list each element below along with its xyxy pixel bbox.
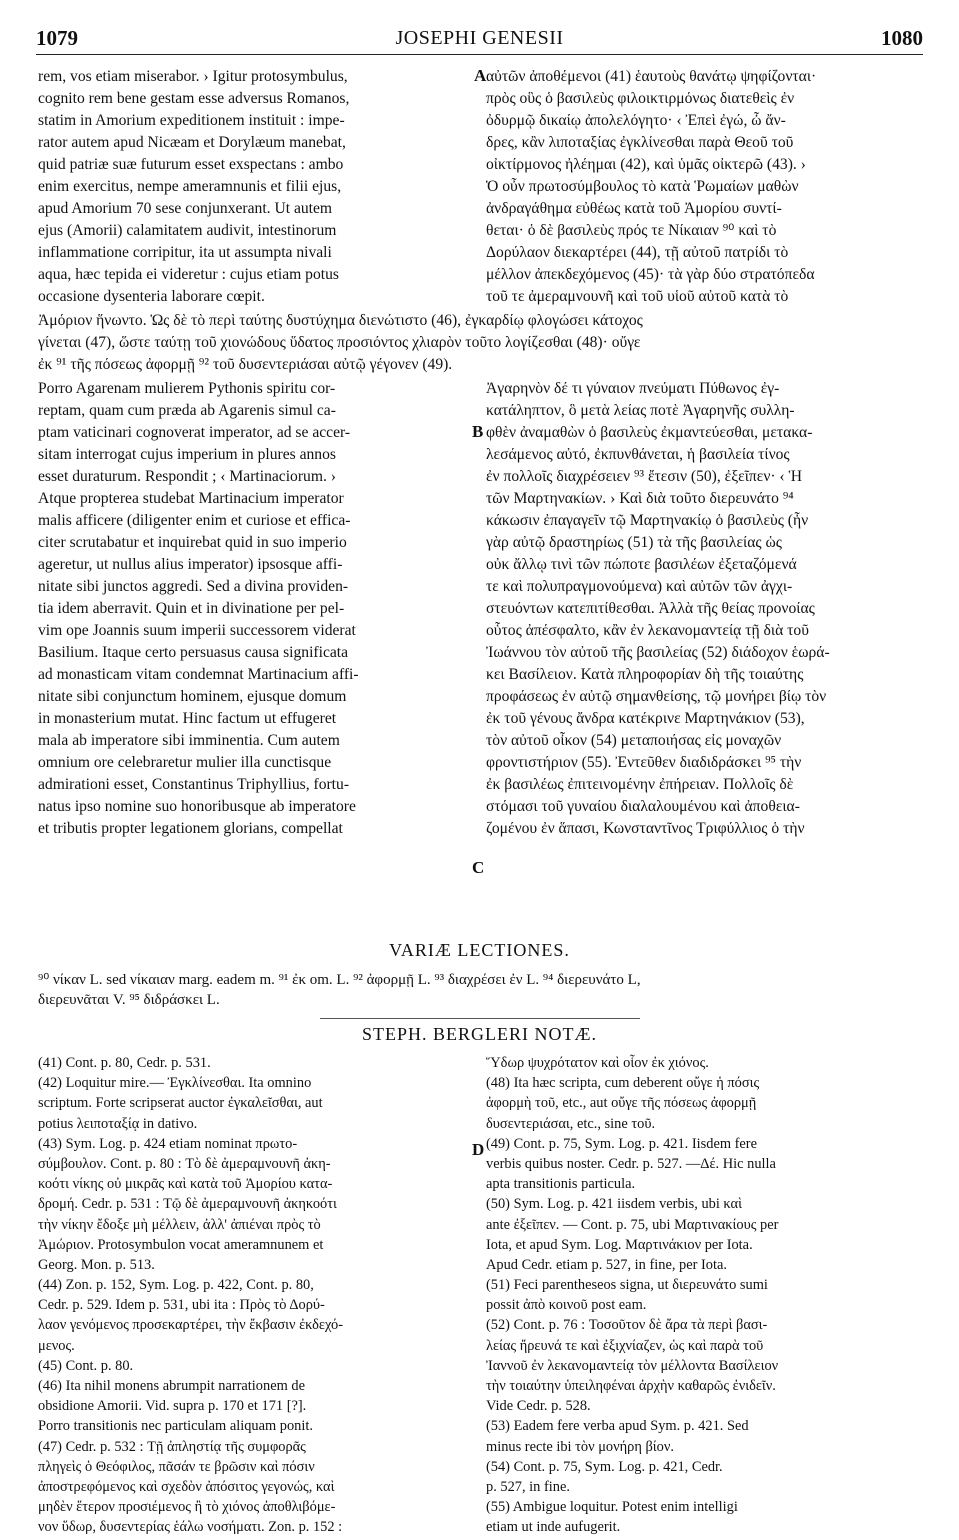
text-line: θεται· ὁ δὲ βασιλεὺς πρός τε Νίκαιαν ⁹⁰ καὶ τὸ: [486, 222, 777, 239]
text-line: mala ab imperatore sibi imminentia. Cum autem: [38, 732, 340, 749]
greek-column-top: [486, 66, 924, 308]
text-line: στόμασι τοῦ γυναίου διαλαλουμένου καὶ ἀποθεια-: [486, 798, 800, 815]
text-line: etiam ut inde aufugerit.: [486, 1519, 621, 1536]
text-line: inflammatione corripitur, ita ut assumpta nivali: [38, 244, 332, 261]
text-line: ante ἐξεῖπεν. — Cont. p. 75, ubi Μαρτινακίους per: [486, 1216, 779, 1233]
text-line: Vide Cedr. p. 528.: [486, 1398, 591, 1415]
section-marker-a: A: [474, 66, 487, 85]
text-line: (43) Sym. Log. p. 424 etiam nominat πρωτο-: [38, 1135, 298, 1152]
text-line: τε καὶ πολυπραγμονούμενα) καὶ αὐτῶν τῶν ἀγχι-: [486, 578, 793, 595]
text-line: omnium ore celebraretur mulier illa cunctisque: [38, 754, 332, 771]
variae-lectiones-heading: VARIÆ LECTIONES.: [389, 940, 570, 960]
text-line: Ὁ οὖν πρωτοσύμβουλος τὸ κατὰ Ῥωμαίων μαθὼν: [486, 178, 799, 195]
text-line: μηδὲν ἕτερον προσιέμενος ἢ τὸ χιόνος ἀποθλιβόμε-: [38, 1499, 336, 1516]
text-line: (41) Cont. p. 80, Cedr. p. 531.: [38, 1055, 211, 1071]
text-line: διερευνᾶται V. ⁹⁵ διδράσκει L.: [38, 992, 220, 1008]
text-line: nitate sibi conjunctum hominem, ejusque domum: [38, 688, 347, 705]
text-line: δρομή. Cedr. p. 531 : Τῷ δὲ ἀμεραμνουνῆ ἀκηκοότι: [38, 1196, 337, 1213]
text-line: Porro Agarenam mulierem Pythonis spiritu cor-: [38, 380, 336, 397]
text-line: (49) Cont. p. 75, Sym. Log. p. 421. Iisdem fere: [486, 1135, 757, 1152]
text-line: ἐκ βασιλέως ἐπιτεινομένην ἐπήρειαν. Πολλοῖς δὲ: [486, 776, 794, 793]
text-line: Basilium. Itaque certo persuasus causa significata: [38, 644, 349, 661]
text-line: ⁹⁰ νίκαν L. sed νίκαιαν marg. eadem m. ⁹¹ ἐκ om. L. ⁹² ἀφορμῇ L. ⁹³ διαχρέσει ἐν L. ⁹⁴ διερευνάτο L,: [38, 972, 641, 988]
bergleri-notae-heading: STEPH. BERGLERI NOTÆ.: [361, 1024, 597, 1044]
text-line: obsidione Amorii. Vid. supra p. 170 et 171 [?].: [38, 1398, 307, 1415]
text-line: p. 527, in fine.: [486, 1478, 570, 1495]
text-line: aqua, hæc tepida ei videretur : cujus etiam potus: [38, 266, 339, 283]
text-line: esset duraturum. Respondit ; ‹ Martinaciorum. ›: [38, 468, 336, 485]
text-line: δυσεντεριάσαι, etc., sine τοῦ.: [486, 1115, 656, 1132]
variae-lectiones-list: [38, 970, 924, 1010]
text-line: (46) Ita nihil monens abrumpit narrationem de: [38, 1378, 305, 1394]
text-line: (52) Cont. p. 76 : Τοσοῦτον δὲ ἄρα τὰ περὶ βασι-: [486, 1317, 768, 1334]
text-line: natus ipso nomine suo honoribusque ab imperatore: [38, 798, 356, 815]
text-line: μέλλον ἀπεκδεχόμενος (45)· τὰ γὰρ δύο στρατόπεδα: [486, 266, 815, 283]
text-line: Ὕδωρ ψυχρότατον καὶ οἷον ἐκ χιόνος.: [486, 1055, 709, 1071]
text-line: (55) Ambigue loquitur. Potest enim intelligi: [486, 1499, 738, 1516]
text-line: Ἀγαρηνὸν δέ τι γύναιον πνεύματι Πύθωνος ἐγ-: [486, 380, 780, 397]
text-line: ἀποστρεφόμενος καὶ σχεδὸν ἀπόσιτος γεγονώς, καὶ: [38, 1478, 335, 1495]
text-line: nitate sibi junctos aggredi. Sed a divina providen-: [38, 578, 349, 595]
text-line: Porro transitionis nec particulam aliquam ponit.: [38, 1418, 313, 1435]
text-line: apta transitionis particula.: [486, 1176, 636, 1193]
text-line: Ἀμώριον. Protosymbulon vocat ameramnunem et: [38, 1236, 324, 1253]
text-line: φθὲν ἀναμαθὼν ὁ βασιλεὺς ἐκμαντεύεσθαι, μετακα-: [486, 424, 813, 441]
text-line: αὐτῶν ἀποθέμενοι (41) ἑαυτοὺς θανάτῳ ψηφίζονται·: [486, 68, 817, 85]
page-number-right: 1080: [881, 26, 923, 50]
text-line: οὗτος ἀπέσφαλτο, κἂν ἐν λεκανομαντείᾳ τῇ διὰ τοῦ: [486, 622, 809, 639]
text-line: vim ope Joannis suum imperii successorem viderat: [38, 622, 356, 639]
text-line: ejus (Amorii) calamitatem audivit, intestinorum: [38, 222, 337, 239]
text-line: τοῦ τε ἀμεραμνουνῆ καὶ τοῦ υἱοῦ αὐτοῦ κατὰ τὸ: [486, 288, 789, 305]
text-line: quid patriæ suæ futurum esset exspectans : ambo: [38, 156, 344, 173]
text-line: ageretur, ut nullus alius imperator) ipsosque affi-: [38, 556, 343, 573]
text-line: ad monasticam vitam condemnat Martinacium affi-: [38, 666, 359, 683]
text-line: enim exercitus, nempe ameramnunis et filii ejus,: [38, 178, 342, 195]
text-line: νον ὕδωρ, δυσεντερίας ἑάλω νοσήματι. Zon. p. 152 :: [38, 1519, 343, 1536]
text-line: (54) Cont. p. 75, Sym. Log. p. 421, Cedr.: [486, 1458, 723, 1475]
text-line: (51) Feci parentheseos signa, ut διερευνάτο sumi: [486, 1277, 768, 1294]
text-line: σύμβουλον. Cont. p. 80 : Τὸ δὲ ἀμεραμνουνῆ ἀκη-: [38, 1155, 331, 1172]
text-line: reptam, quam cum præda ab Agarenis simul ca-: [38, 402, 336, 419]
text-line: (53) Eadem fere verba apud Sym. p. 421. Sed: [486, 1418, 749, 1435]
section-marker-d: D: [472, 1140, 485, 1159]
text-line: malis afficere (diligenter enim et curiose et effica-: [38, 512, 351, 529]
text-line: Ἀμόριον ἥνωντο. Ὡς δὲ τὸ περὶ ταύτης δυστύχημα διενώτιστο (46), ἐγκαρδίῳ φλογώσει κάτοχος: [38, 312, 643, 329]
text-line: λεσάμενος αὐτό, ἐκπυνθάνεται, ἡ βασιλεία τίνος: [486, 446, 790, 463]
text-line: citer scrutabatur et inquirebat quid in suo imperio: [38, 534, 347, 551]
text-line: potius λειποταξίᾳ in dativo.: [38, 1115, 198, 1132]
text-line: τὸν αὐτοῦ οἶκον (54) μεταποιήσας εἰς μοναχῶν: [486, 732, 782, 749]
text-line: δρες, κἂν λιποταξίας ἐγκλίνεσθαι παρὰ Θεοῦ τοῦ: [486, 134, 794, 151]
page-number-left: 1079: [36, 26, 78, 50]
text-line: minus recte ibi τὸν μονήρη βίον.: [486, 1438, 674, 1455]
text-line: (48) Ita hæc scripta, cum deberent οὔγε ἡ πόσις: [486, 1075, 760, 1092]
text-line: (50) Sym. Log. p. 421 iisdem verbis, ubi καὶ: [486, 1196, 742, 1213]
text-line: cognito rem bene gestam esse adversus Romanos,: [38, 90, 350, 107]
text-line: admirationi esset, Constantinus Triphyllius, fortu-: [38, 776, 350, 793]
section-marker-b: B: [472, 422, 484, 441]
text-line: γὰρ αὐτῷ δραστηρίως (51) τὰ τῆς βασιλείας ὡς: [486, 534, 782, 551]
text-line: Δορύλαον διεκαρτέρει (44), τῇ αὐτοῦ πατρίδι τὸ: [486, 244, 789, 261]
text-line: πρὸς οὓς ὁ βασιλεὺς φιλοικτιρμόνως διατεθεὶς ἐν: [486, 90, 795, 107]
text-line: προφάσεως ἐν αὐτῷ σημανθείσης, τῷ μονήρει βίῳ τὸν: [486, 688, 827, 705]
text-line: (44) Zon. p. 152, Sym. Log. p. 422, Cont. p. 80,: [38, 1277, 314, 1294]
text-line: ptam vaticinari cognoverat imperator, ad se accer-: [38, 424, 351, 441]
section-marker-c: C: [472, 858, 485, 877]
text-line: Ἰαννοῦ ἐν λεκανομαντείᾳ τὸν μέλλοντα Βασίλειον: [486, 1357, 779, 1374]
text-line: κάκωσιν ἐπαγαγεῖν τῷ Μαρτηνακίῳ ὁ βασιλεὺς (ἦν: [486, 512, 809, 529]
text-line: ἐν πολλοῖς διαχρέσειεν ⁹³ ἔτεσιν (50), ἐξεῖπεν· ‹ Ἡ: [486, 468, 802, 485]
section-divider: [320, 1018, 640, 1019]
text-line: λείας ἤρευνά τε καὶ ἐξιχνίαζεν, ὡς καὶ παρὰ τοῦ: [486, 1337, 764, 1354]
text-line: Ἰωάννου τὸν αὐτοῦ τῆς βασιλείας (52) διάδοχον ἑωρά-: [486, 644, 830, 661]
text-line: πληγεὶς ὁ Θεόφιλος, πᾶσάν τε βρῶσιν καὶ πόσιν: [38, 1458, 315, 1475]
page-header: [36, 26, 923, 55]
text-line: scriptum. Forte scripserat auctor ἐγκαλεῖσθαι, aut: [38, 1095, 323, 1112]
latin-column-top: [38, 66, 474, 308]
text-line: rator autem apud Nicæam et Dorylæum manebat,: [38, 134, 346, 151]
text-line: Iota, et apud Sym. Log. Μαρτινάκιον per Iota.: [486, 1236, 753, 1253]
text-line: ὀδυρμῷ δικαίῳ ἀπολελόγητο· ‹ Ἐπεὶ ἐγώ, ὦ ἄν-: [486, 112, 786, 129]
text-line: ἐκ τοῦ γένους ἄνδρα κατέκρινε Μαρτηνάκιον (53),: [486, 710, 805, 727]
text-line: κατάληπτον, ὃ μετὰ λείας ποτὲ Ἀγαρηνῆς συλλη-: [486, 402, 795, 419]
notes-column-right: [486, 1053, 924, 1538]
text-line: μενος.: [38, 1337, 75, 1354]
text-line: ἐκ ⁹¹ τῆς πόσεως ἀφορμῇ ⁹² τοῦ δυσεντεριάσαι αὐτῷ γέγονεν (49).: [38, 356, 453, 373]
text-line: ζομένου ἐν ἅπασι, Κωνσταντῖνος Τριφύλλιος ὁ τὴν: [486, 820, 805, 837]
text-line: λαον γενόμενος προσεκαρτέρει, τὴν ἔκβασιν ἐκδεχό-: [38, 1317, 343, 1334]
text-line: κει Βασίλειον. Κατὰ πληροφορίαν δὴ τῆς τοιαύτης: [486, 666, 804, 683]
text-line: sitam interrogat cujus imperium in plures annos: [38, 446, 336, 463]
text-line: verbis quibus noster. Cedr. p. 527. —Δέ. Hic nulla: [486, 1155, 776, 1172]
text-line: Cedr. p. 529. Idem p. 531, ubi ita : Πρὸς τὸ Δορύ-: [38, 1297, 325, 1314]
text-line: τῶν Μαρτηνακίων. › Καὶ διὰ τοῦτο διερευνάτο ⁹⁴: [486, 490, 794, 507]
text-line: ἀνδραγάθημα εὐθέως κατὰ τοῦ Ἀμορίου συντί-: [486, 200, 782, 217]
text-line: Apud Cedr. etiam p. 527, in fine, per Iota.: [486, 1256, 727, 1273]
text-line: οἰκτίρμονος ἠλέημαι (42), καὶ ὑμᾶς οἰκτερῶ (43). ›: [486, 156, 806, 173]
text-line: στευόντων κατεπιτίθεσθαι. Ἀλλὰ τῆς θείας προνοίας: [486, 600, 815, 617]
text-line: οὐκ ἄλλῳ τινὶ τῶν πώποτε βασιλέων ἐξεταζόμενά: [486, 556, 797, 573]
greek-full-width-passage: [38, 310, 924, 376]
text-line: γίνεται (47), ὥστε ταύτῃ τοῦ χιονώδους ὕδατος προσιόντος χλιαρὸν τοῦτο λογίζεσθαι (48)· οὔγε: [38, 334, 641, 351]
text-line: et tributis propter legationem glorians, compellat: [38, 820, 343, 837]
text-line: (42) Loquitur mire.— Ἐγκλίνεσθαι. Ita omnino: [38, 1075, 312, 1092]
text-line: ἀφορμὴ τοῦ, etc., aut οὔγε τῆς πόσεως ἀφορμῇ: [486, 1095, 757, 1112]
text-line: statim in Amorium expeditionem instituit : impe-: [38, 112, 345, 129]
text-line: τὴν τοιαύτην ὑπειληφέναι ἀρχὴν καθαρῶς ἐνιδεῖν.: [486, 1378, 776, 1394]
text-line: possit ἀπὸ κοινοῦ post eam.: [486, 1297, 647, 1314]
text-line: κοότι νίκης οὐ μικρᾶς καὶ κατὰ τοῦ Ἀμορίου κατα-: [38, 1176, 333, 1193]
text-line: (45) Cont. p. 80.: [38, 1357, 134, 1374]
text-line: tia idem aberravit. Quin et in divinatione per pel-: [38, 600, 345, 617]
latin-column-bottom: [38, 378, 474, 840]
text-line: Atque propterea studebat Martinacium imperator: [38, 490, 344, 507]
text-line: (47) Cedr. p. 532 : Τῇ ἀπληστίᾳ τῆς συμφορᾶς: [38, 1438, 306, 1455]
greek-column-bottom: [486, 378, 924, 840]
text-line: Georg. Mon. p. 513.: [38, 1256, 155, 1273]
text-line: apud Amorium 70 sese conjunxerant. Ut autem: [38, 200, 333, 217]
text-line: φροντιστήριον (55). Ἐντεῦθεν διαδιδράσκει ⁹⁵ τὴν: [486, 754, 802, 771]
text-line: τὴν νίκην ἔδοξε μὴ μέλλειν, ἀλλ' ἀπιέναι πρὸς τὸ: [38, 1216, 321, 1233]
notes-column-left: [38, 1053, 474, 1538]
running-title: JOSEPHI GENESII: [395, 27, 564, 49]
text-line: in monasterium mutat. Hinc factum ut effugeret: [38, 710, 337, 727]
text-line: rem, vos etiam miserabor. › Igitur protosymbulus,: [38, 68, 348, 85]
text-line: occasione dysenteria laborare cœpit.: [38, 288, 265, 305]
